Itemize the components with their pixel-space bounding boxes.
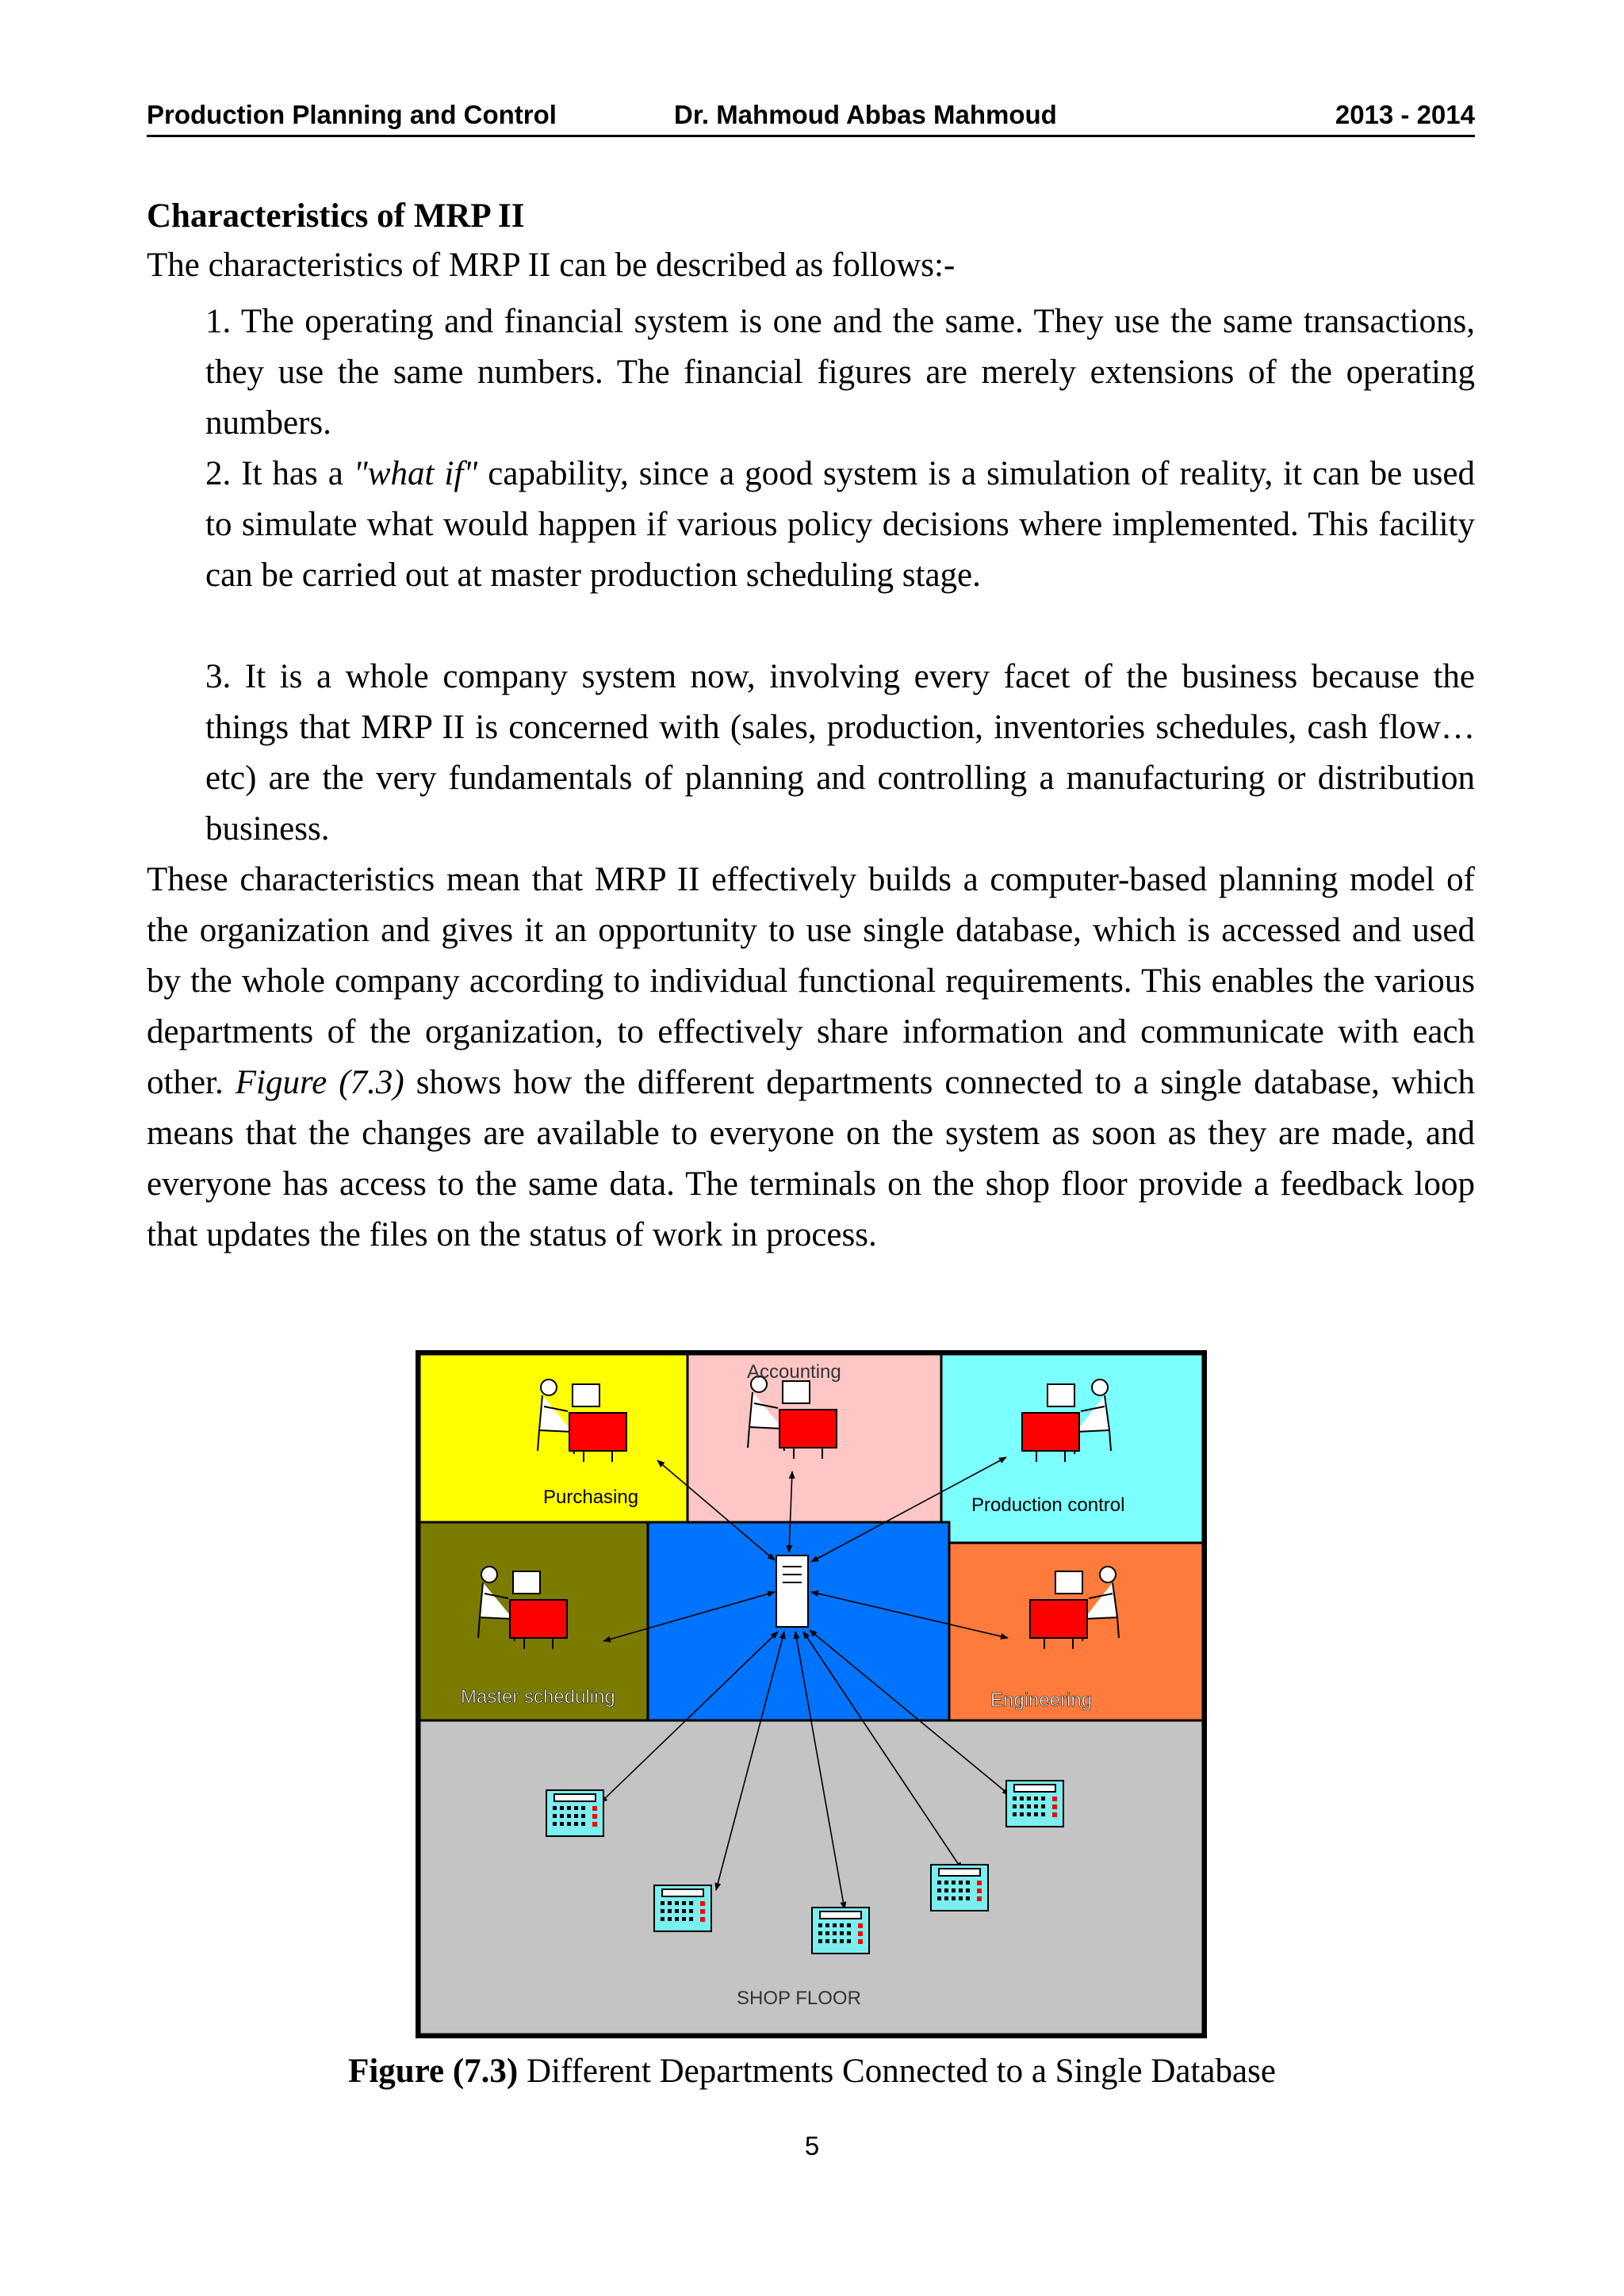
- database-server-icon: [776, 1556, 808, 1627]
- page-number: 5: [804, 2131, 820, 2160]
- header-year: 2013 - 2014: [1335, 100, 1475, 129]
- accounting-label: Accounting: [747, 1361, 841, 1383]
- caption-text: Different Departments Connected to a Single Database: [518, 2053, 1276, 2090]
- engineering-label: Engineering: [990, 1689, 1093, 1711]
- terminal-icon: [931, 1865, 988, 1911]
- figure-database-diagram: [416, 1350, 1207, 2038]
- section-title: Characteristics of MRP II: [147, 197, 525, 235]
- what-if-emphasis: "what if": [353, 455, 478, 492]
- terminal-icon: [812, 1908, 869, 1954]
- header-author: Dr. Mahmoud Abbas Mahmoud: [674, 100, 1057, 129]
- list-item-3: 3. It is a whole company system now, involving every facet of the business because the things that MRP II is concerned with (sales, production, inventories schedules, cash flow…etc) are the very fundamentals of planning and controlling a manufacturing or distribution business.: [205, 658, 1475, 848]
- master-scheduling-label: Master scheduling: [461, 1686, 615, 1708]
- figure-reference: Figure (7.3): [235, 1064, 404, 1101]
- database-diagram-svg: [419, 1354, 1203, 2034]
- body-paragraph: These characteristics mean that MRP II effectively builds a computer-based planning model of the organization and gives it an opportunity to use single database, which is accessed and used by the whole company according to individual functional requirements. This enables the various departments of the organization, to effectively share information and communicate with each other. Figure (7.3) shows how the different departments connected to a single database, which means that the changes are available to everyone on the system as soon as they are made, and everyone has access to the same data. The terminals on the shop floor provide a feedback loop that updates the files on the status of work in process.: [147, 861, 1475, 1253]
- caption-label: Figure (7.3): [348, 2053, 519, 2090]
- list-item-1: 1. The operating and financial system is one and the same. They use the same transactions, they use the same numbers. The financial figures are merely extensions of the operating numbers.: [205, 303, 1475, 442]
- figure-caption: [0, 2052, 1624, 2091]
- terminal-icon: [1006, 1781, 1063, 1827]
- terminal-icon: [654, 1885, 711, 1931]
- header-course-title: Production Planning and Control: [147, 100, 557, 129]
- purchasing-label: Purchasing: [543, 1487, 639, 1508]
- production-control-label: Production control: [971, 1494, 1125, 1516]
- shop-floor-label: SHOP FLOOR: [737, 1988, 861, 2009]
- list-item-2: 2. It has a "what if" capability, since a good system is a simulation of reality, it can be used to simulate what would happen if various policy decisions where implemented. This facility can be carried out at master production scheduling stage.: [205, 455, 1476, 594]
- page-header: [147, 97, 1475, 137]
- terminal-icon: [546, 1790, 603, 1836]
- intro-text: The characteristics of MRP II can be described as follows:-: [147, 247, 956, 284]
